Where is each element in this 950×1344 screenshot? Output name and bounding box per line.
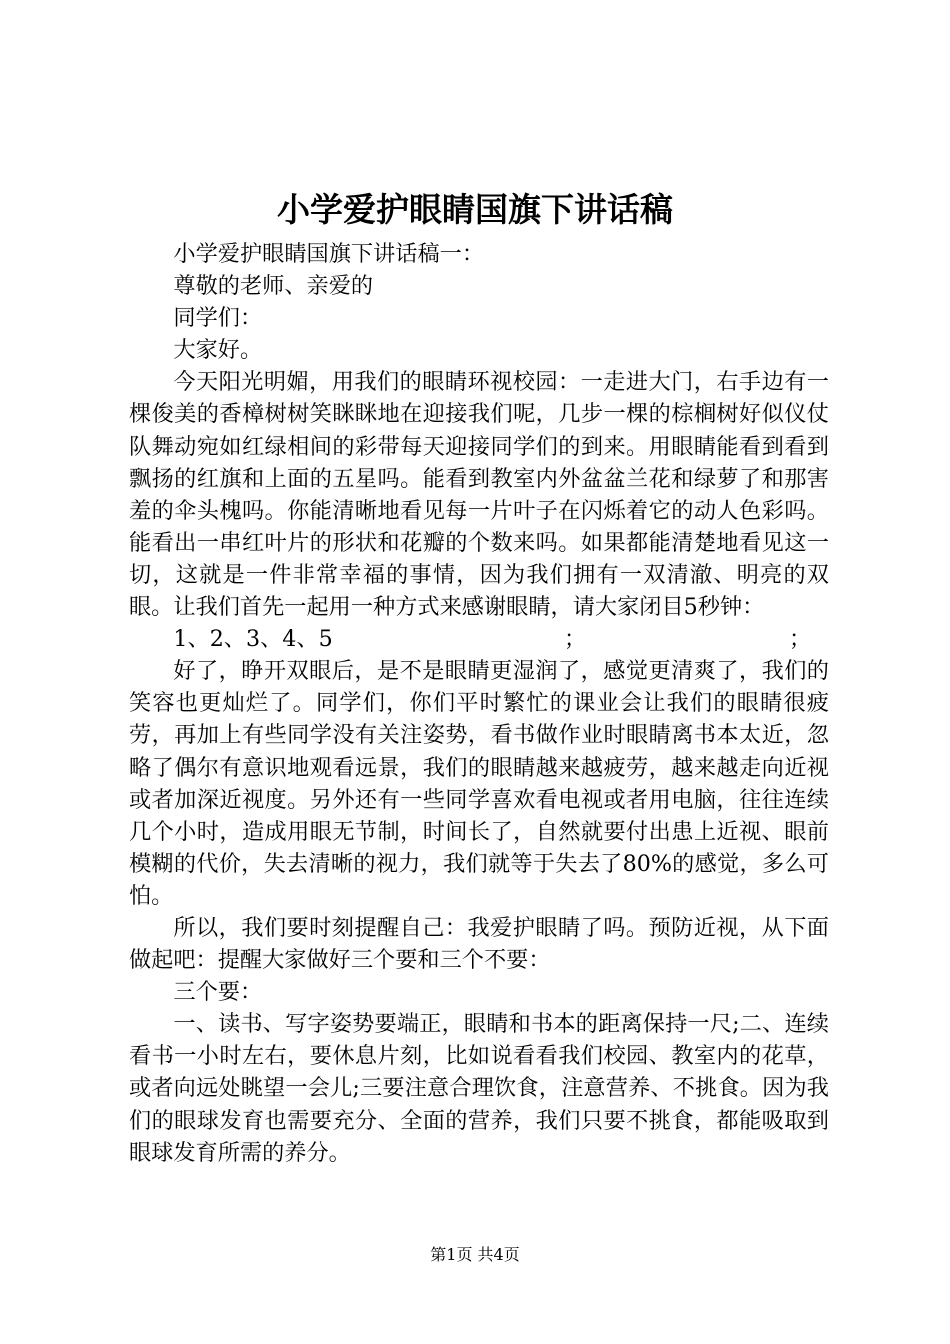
paragraph-salutation-1: 尊敬的老师、亲爱的 (173, 273, 374, 300)
paragraph-prevention: 所以，我们要时刻提醒自己：我爱护眼睛了吗。预防近视，从下面做起吧：提醒大家做好三个要和三个不要： (129, 914, 829, 974)
document-body (129, 238, 829, 1169)
paragraph-heading: 小学爱护眼睛国旗下讲话稿一： (173, 241, 485, 267)
counting-text: 1、2、3、4、5 (173, 626, 333, 653)
counting-line (129, 623, 829, 655)
paragraph-salutation-2: 同学们： (173, 305, 263, 332)
document-title: 小学爱护眼睛国旗下讲话稿 (277, 190, 673, 229)
paragraph-greeting: 大家好。 (173, 337, 263, 364)
paragraph-three-dos-heading: 三个要： (173, 979, 263, 1006)
counting-semicolon-2: ； (789, 626, 812, 653)
paragraph-intro: 今天阳光明媚，用我们的眼睛环视校园：一走进大门，右手边有一棵俊美的香樟树树笑眯眯地在迎接我们呢，几步一棵的棕榈树好似仪仗队舞动宛如红绿相间的彩带每天迎接同学们的到来。用眼睛能看到看到飘扬的红旗和上面的五星吗。能看到教室内外盆盆兰花和绿萝了和那害羞的伞头槐吗。你能清晰地看见每一片叶子在闪烁着它的动人色彩吗。能看出一串红叶片的形状和花瓣的个数来吗。如果都能清楚地看见这一切，这就是一件非常幸福的事情，因为我们拥有一双清澈、明亮的双眼。让我们首先一起用一种方式来感谢眼睛，请大家闭目5秒钟： (129, 369, 829, 621)
page-footer: 第1页 共4页 (430, 1245, 520, 1264)
counting-semicolon-1: ； (564, 626, 587, 653)
paragraph-three-dos: 一、读书、写字姿势要端正，眼睛和书本的距离保持一尺;二、连续看书一小时左右，要休息片刻，比如说看看我们校园、教室内的花草，或者向远处眺望一会儿;三要注意合理饮食，注意营养、不挑食。因为我们的眼球发育也需要充分、全面的营养，我们只要不挑食，都能吸取到眼球发育所需的养分。 (129, 1011, 829, 1166)
paragraph-eyes-tired: 好了，睁开双眼后，是不是眼睛更湿润了，感觉更清爽了，我们的笑容也更灿烂了。同学们，你们平时繁忙的课业会让我们的眼睛很疲劳，再加上有些同学没有关注姿势，看书做作业时眼睛离书本太近，忽略了偶尔有意识地观看远景，我们的眼睛越来越疲劳，越来越走向近视或者加深近视度。另外还有一些同学喜欢看电视或者用电脑，往往连续几个小时，造成用眼无节制，时间长了，自然就要付出患上近视、眼前模糊的代价，失去清晰的视力，我们就等于失去了80%的感觉，多么可怕。 (129, 658, 829, 909)
